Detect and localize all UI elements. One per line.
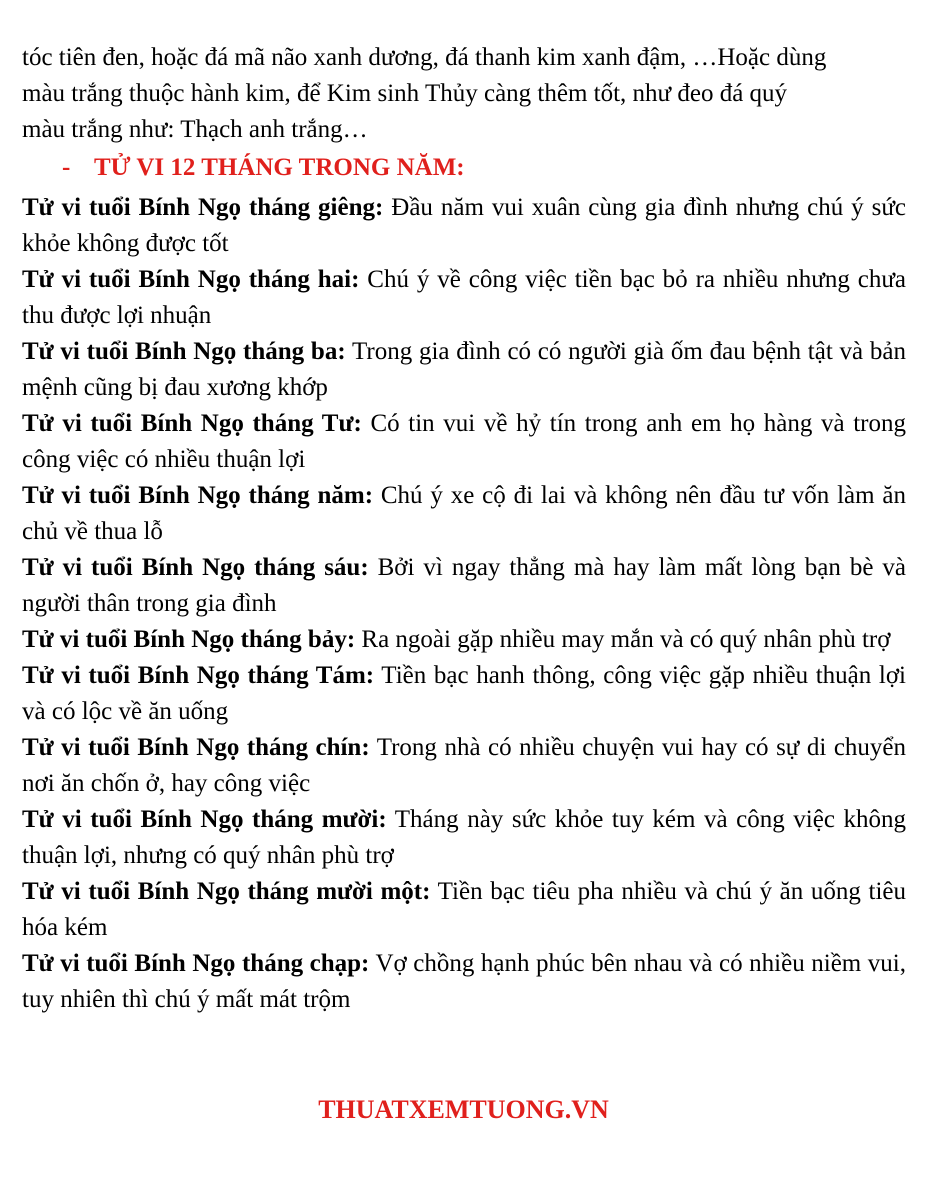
month-entry-3 xyxy=(22,334,906,406)
month-entry-4 xyxy=(22,406,906,478)
section-heading xyxy=(62,148,906,190)
month-label: Tử vi tuổi Bính Ngọ tháng chạp: xyxy=(22,950,370,977)
month-label: Tử vi tuổi Bính Ngọ tháng mười một: xyxy=(22,878,431,905)
month-entry-10 xyxy=(22,802,906,874)
month-list xyxy=(22,190,906,1018)
intro-line: màu trắng như: Thạch anh trắng… xyxy=(22,116,368,143)
intro-line: màu trắng thuộc hành kim, để Kim sinh Thủy càng thêm tốt, như đeo đá quý xyxy=(22,80,788,107)
month-text: Trong gia đình có có người già ốm đau bệnh tật và bản mệnh cũng bị đau xương khớp xyxy=(22,338,906,401)
month-text: Ra ngoài gặp nhiều may mắn và có quý nhân phù trợ xyxy=(355,626,891,653)
month-label: Tử vi tuổi Bính Ngọ tháng hai: xyxy=(22,266,360,293)
intro-line: tóc tiên đen, hoặc đá mã não xanh dương, đá thanh kim xanh đậm, …Hoặc dùng xyxy=(22,44,827,71)
month-entry-2 xyxy=(22,262,906,334)
month-label: Tử vi tuổi Bính Ngọ tháng năm: xyxy=(22,482,374,509)
month-label: Tử vi tuổi Bính Ngọ tháng mười: xyxy=(22,806,387,833)
month-text: Vợ chồng hạnh phúc bên nhau và có nhiều niềm vui, tuy nhiên thì chú ý mất mát trộm xyxy=(22,950,906,1013)
month-text: Trong nhà có nhiều chuyện vui hay có sự di chuyển nơi ăn chốn ở, hay công việc xyxy=(22,734,907,797)
month-label: Tử vi tuổi Bính Ngọ tháng ba: xyxy=(22,338,346,365)
month-text: Tháng này sức khỏe tuy kém và công việc không thuận lợi, nhưng có quý nhân phù trợ xyxy=(22,806,906,869)
month-text: Chú ý về công việc tiền bạc bỏ ra nhiều nhưng chưa thu được lợi nhuận xyxy=(22,266,906,329)
month-text: Chú ý xe cộ đi lai và không nên đầu tư vốn làm ăn chủ về thua lỗ xyxy=(22,482,907,545)
heading-title: TỬ VI 12 THÁNG TRONG NĂM: xyxy=(94,154,465,181)
site-footer: THUATXEMTUONG.VN xyxy=(318,1095,609,1124)
month-label: Tử vi tuổi Bính Ngọ tháng Tư: xyxy=(22,410,362,437)
month-entry-5 xyxy=(22,478,906,550)
month-label: Tử vi tuổi Bính Ngọ tháng sáu: xyxy=(22,554,369,581)
month-entry-8 xyxy=(22,658,906,730)
month-label: Tử vi tuổi Bính Ngọ tháng giêng: xyxy=(22,194,384,221)
heading-dash: - xyxy=(62,154,71,181)
month-label: Tử vi tuổi Bính Ngọ tháng Tám: xyxy=(22,662,375,689)
month-entry-9 xyxy=(22,730,906,802)
month-entry-12 xyxy=(22,946,906,1018)
document-page xyxy=(22,40,906,1018)
intro-paragraph xyxy=(22,40,906,148)
month-text: Tiền bạc tiêu pha nhiều và chú ý ăn uống tiêu hóa kém xyxy=(22,878,907,941)
month-text: Tiền bạc hanh thông, công việc gặp nhiều thuận lợi và có lộc về ăn uống xyxy=(22,662,906,725)
month-entry-7 xyxy=(22,622,906,658)
month-text: Có tin vui về hỷ tín trong anh em họ hàng và trong công việc có nhiều thuận lợi xyxy=(22,410,907,473)
month-text: Bởi vì ngay thẳng mà hay làm mất lòng bạn bè và người thân trong gia đình xyxy=(22,554,906,617)
month-entry-1 xyxy=(22,190,906,262)
month-label: Tử vi tuổi Bính Ngọ tháng bảy: xyxy=(22,626,356,653)
month-label: Tử vi tuổi Bính Ngọ tháng chín: xyxy=(22,734,370,761)
month-entry-6 xyxy=(22,550,906,622)
month-text: Đầu năm vui xuân cùng gia đình nhưng chú ý sức khỏe không được tốt xyxy=(22,194,907,257)
month-entry-11 xyxy=(22,874,906,946)
